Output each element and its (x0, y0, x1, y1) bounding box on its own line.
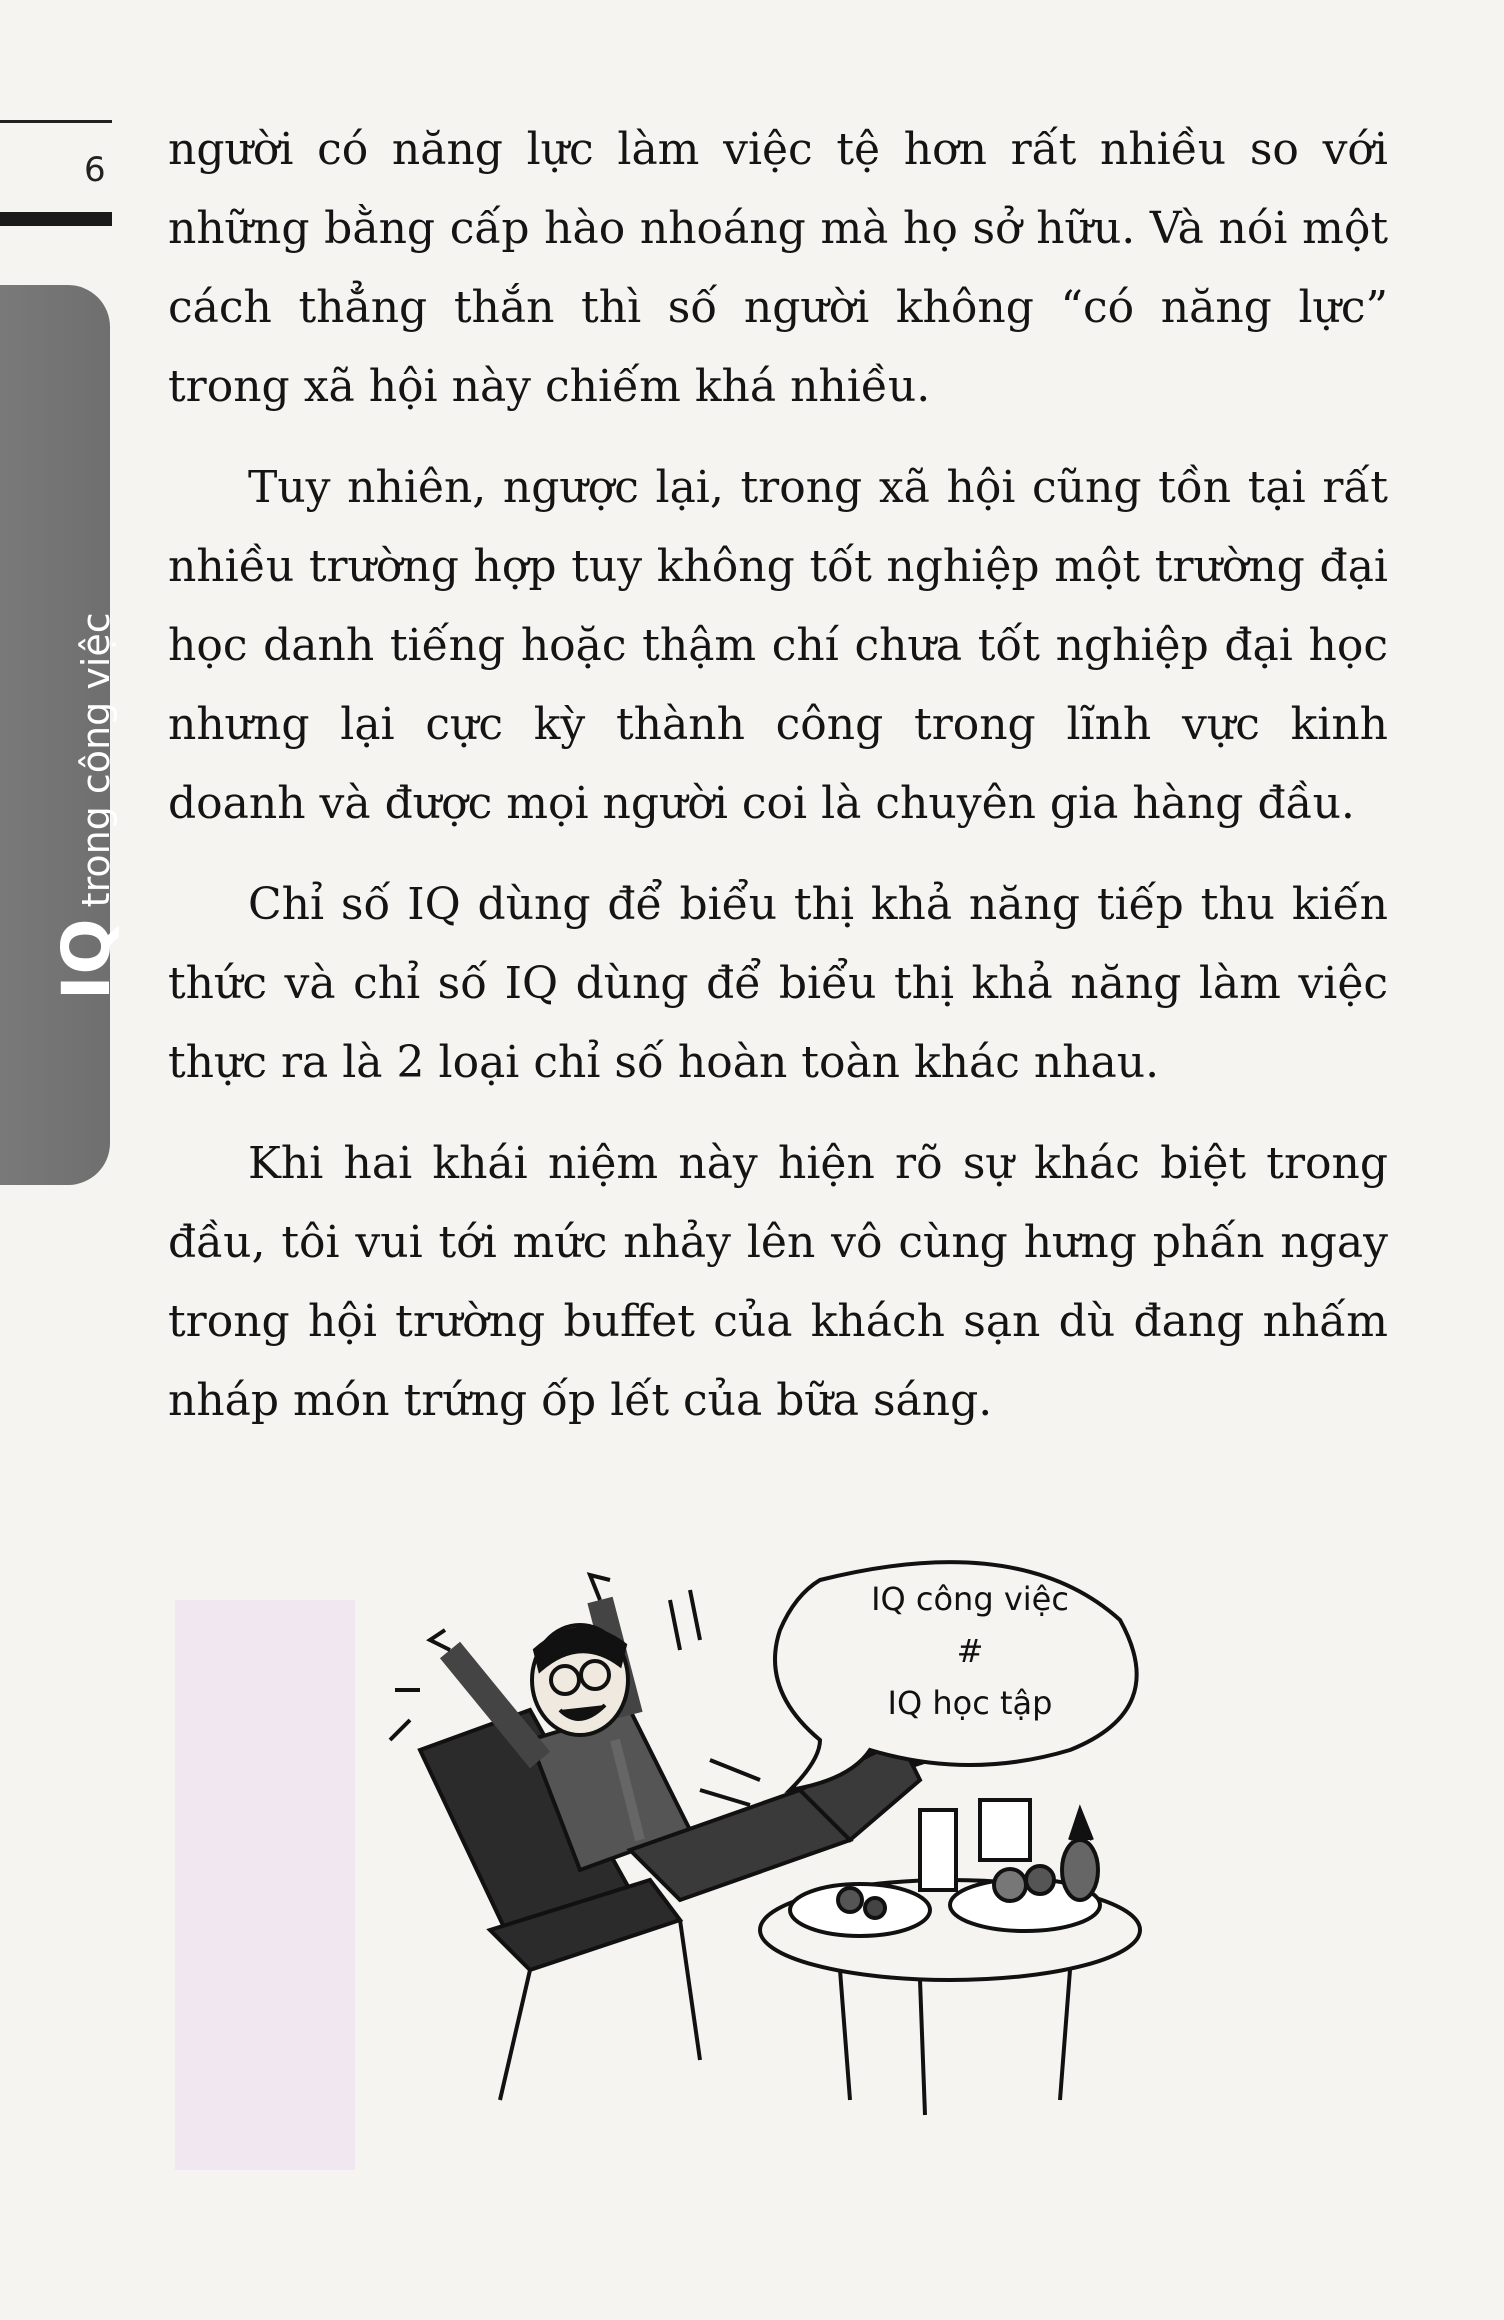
page-number: 6 (84, 150, 106, 190)
illustration-drawing (380, 1540, 1180, 2120)
side-rule-thick (0, 212, 112, 226)
side-rule-top (0, 120, 112, 123)
paragraph-4: Khi hai khái niệm này hiện rõ sự khác biệt trong đầu, tôi vui tới mức nhảy lên vô cùng hưng phấn ngay trong hội trường buffet của khách sạn dù đang nhấm nháp món trứng ốp lết của bữa sáng. (168, 1138, 1388, 1426)
paragraph-1: người có năng lực làm việc tệ hơn rất nhiều so với những bằng cấp hào nhoáng mà họ sở hữu. Và nói một cách thẳng thắn thì số người không “có năng lực” trong xã hội này chiếm khá nhiều. (168, 124, 1388, 412)
illustration-excited-man (380, 1540, 1180, 2120)
bubble-line-1: IQ công việc (871, 1580, 1069, 1618)
bubble-symbol: # (956, 1632, 984, 1670)
paragraph-2: Tuy nhiên, ngược lại, trong xã hội cũng tồn tại rất nhiều trường hợp tuy không tốt nghiệp một trường đại học danh tiếng hoặc thậm chí chưa tốt nghiệp đại học nhưng lại cực kỳ thành công trong lĩnh vực kinh doanh và được mọi người coi là chuyên gia hàng đầu. (168, 462, 1388, 829)
bubble-line-2: IQ học tập (887, 1684, 1053, 1722)
paragraph-3: Chỉ số IQ dùng để biểu thị khả năng tiếp thu kiến thức và chỉ số IQ dùng để biểu thị khả năng làm việc thực ra là 2 loại chỉ số hoàn toàn khác nhau. (168, 879, 1388, 1088)
side-tab-iq: IQ (48, 917, 125, 1000)
bleed-through-tint (175, 1600, 355, 2170)
chapter-side-label (48, 612, 125, 1000)
side-tab-label: trong công việc (74, 612, 118, 908)
body-text (168, 110, 1388, 1440)
